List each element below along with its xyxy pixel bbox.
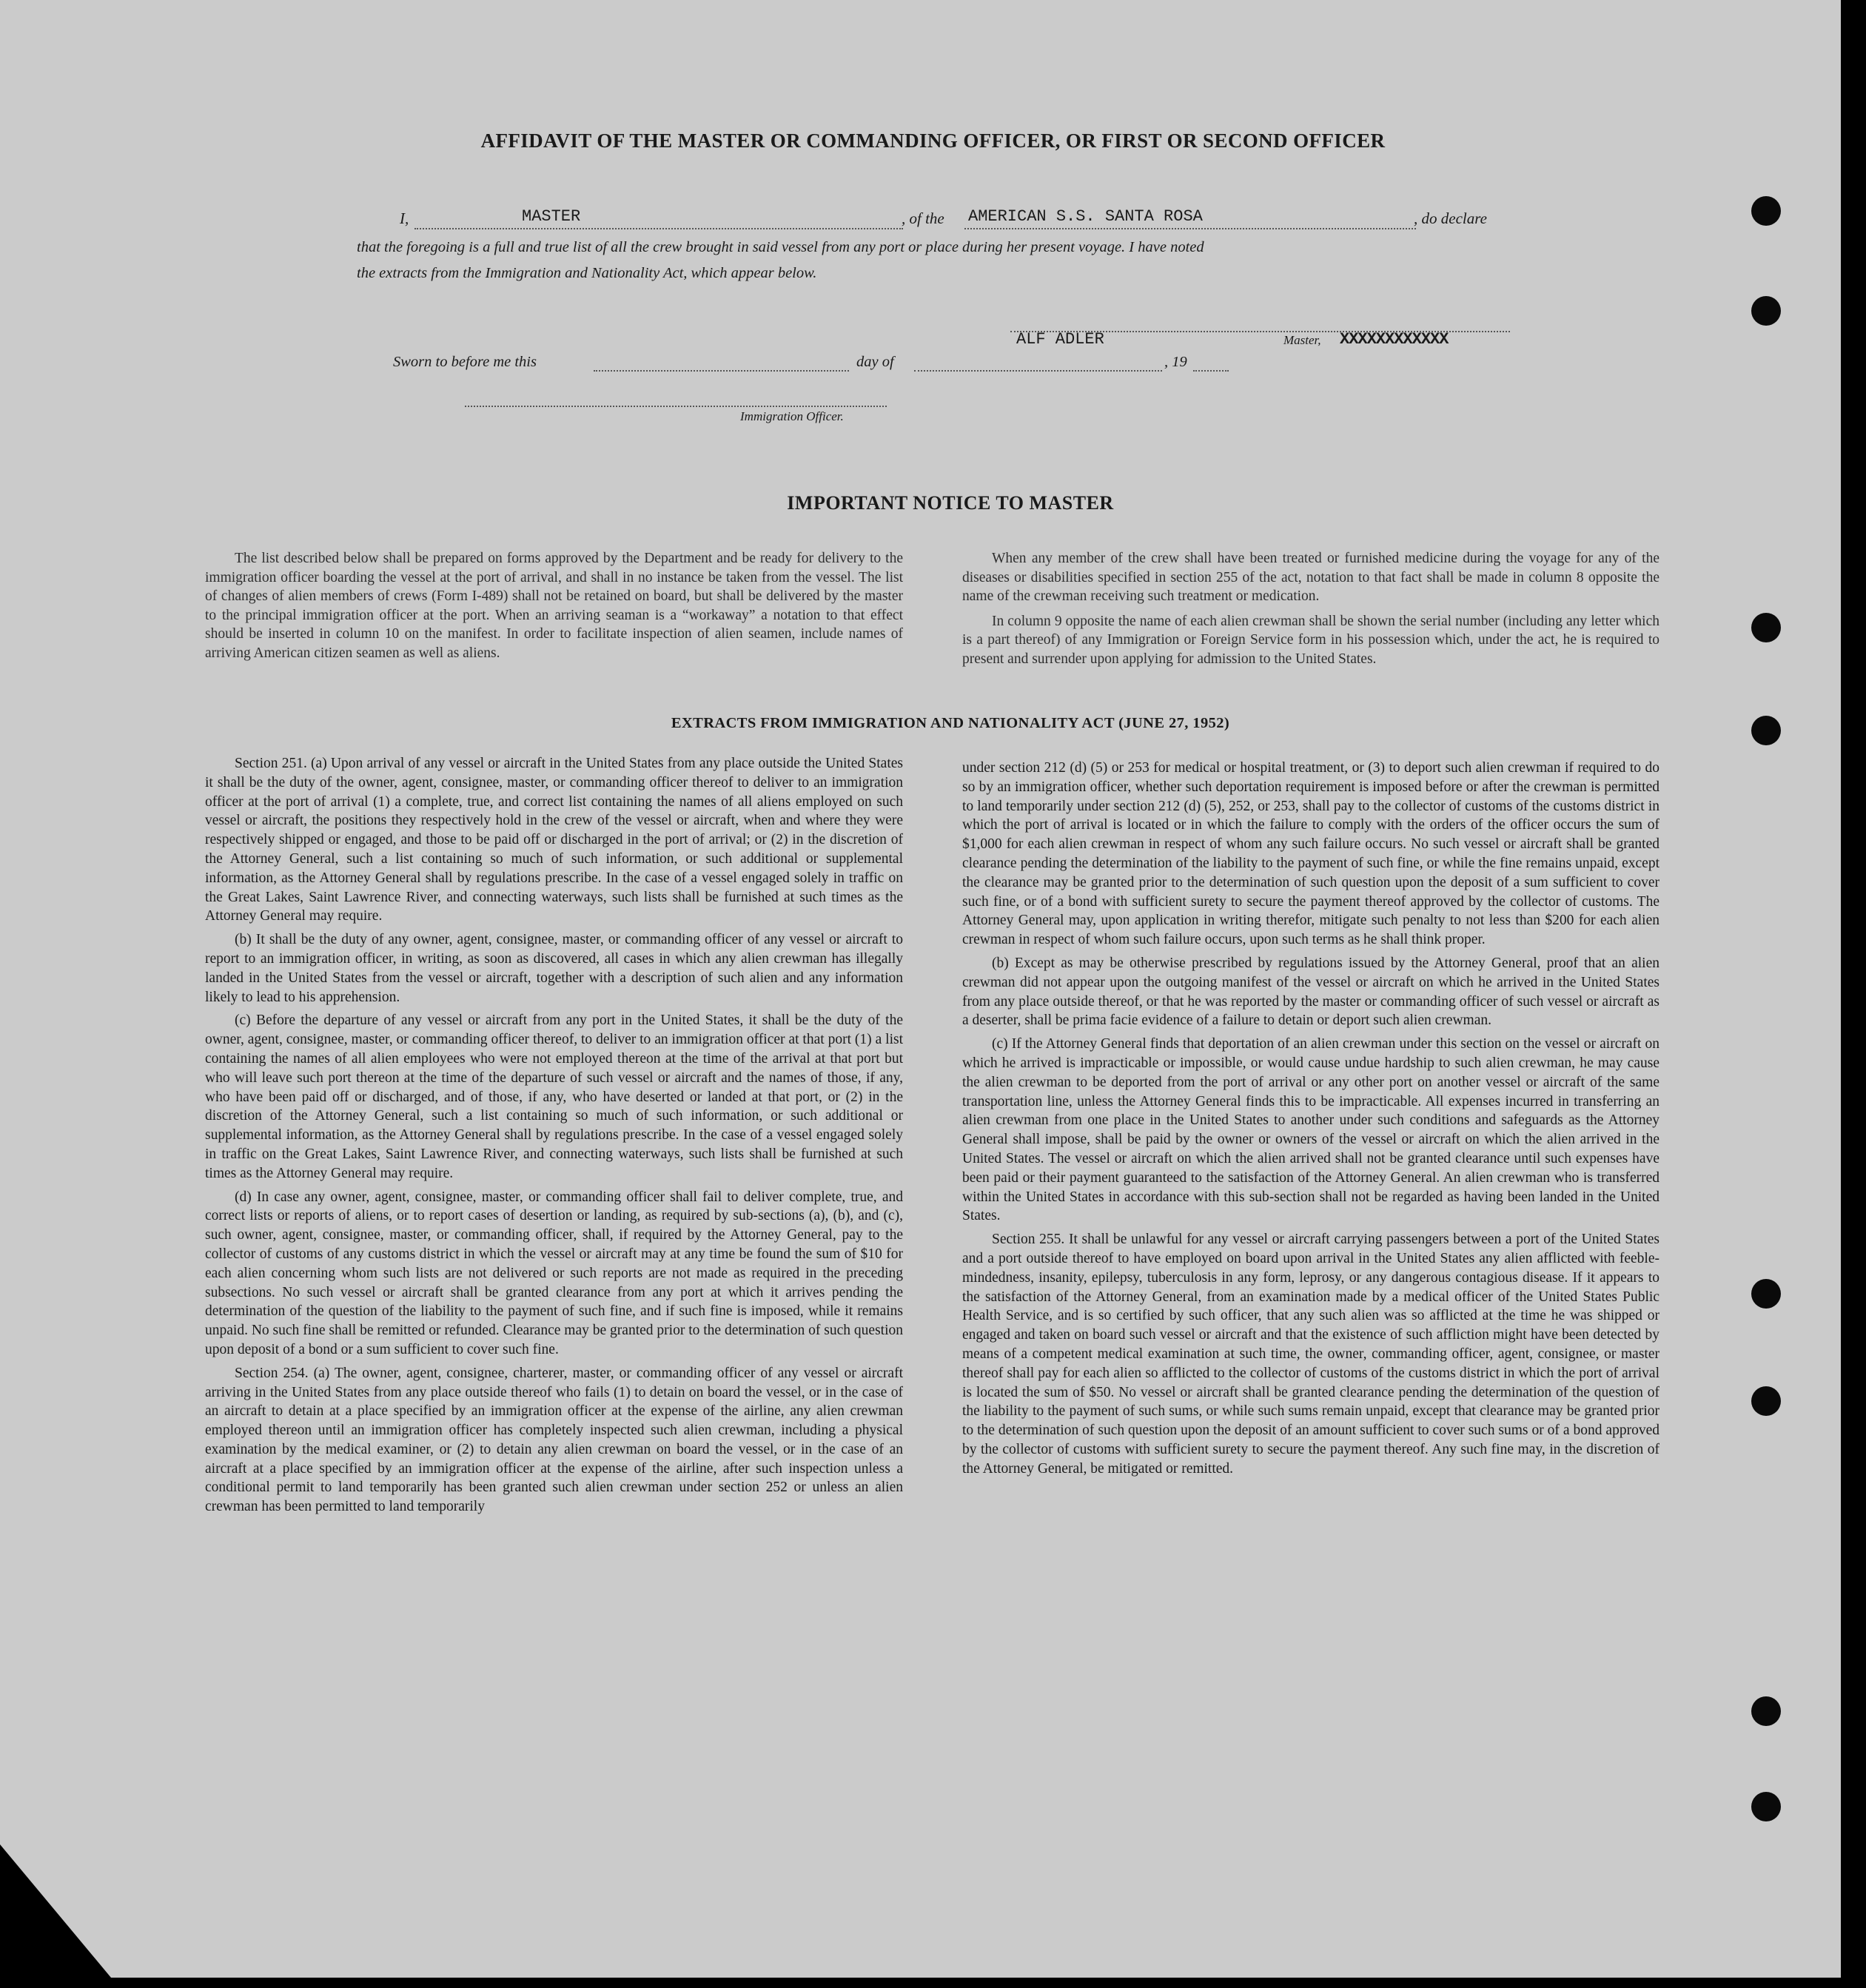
punch-hole	[1751, 196, 1781, 226]
notice-right-paragraph-1: When any member of the crew shall have been treated or furnished medicine during the voyage for any of the diseases or disabilities specified in section 255 of the act, notation to that fact shall be made in column 8 opposite the name of the crewman receiving such treatment or medication.	[962, 551, 1659, 604]
of-the-label: , of the	[902, 209, 944, 227]
vessel-name-line	[964, 228, 1416, 229]
punch-hole	[1751, 1696, 1781, 1726]
i-label: I,	[400, 209, 409, 227]
notice-left-paragraph: The list described below shall be prepared on forms approved by the Department and be ready for delivery to the immigration officer boarding the vessel at the port of arrival, and shall in no instance be taken from the vessel. The list of changes of alien members of crews (Form I-489) shall not be retained on board, but shall be delivered by the master to the principal immigration officer at the port. When an arriving seaman is a “workaway” a notation to that effect should be inserted in column 10 on the manifest. In order to facilitate inspection of alien seamen, include names of arriving American citizen seamen as well as aliens.	[205, 551, 903, 661]
section-254-c: (c) If the Attorney General finds that deportation of an alien crewman under this section on the vessel or aircraft on which he arrived is impracticable or impossible, or would cause undue hardship to such alien crewman, he may cause the alien crewman to be deported from the port of arrival or any other port on another vessel or aircraft of the same transportation line, unless the Attorney General finds this to be impracticable. All expenses incurred in transferring an alien crewman from one place in the United States to another under such conditions and safeguards as the Attorney General shall impose, shall be paid by the owner or owners of the vessel or aircraft on which the alien arrived in the United States. The vessel or aircraft on which the alien arrived shall not be granted clearance until such expenses have been paid or their payment guaranteed to the satisfaction of the Attorney General. An alien crewman who is transferred within the United States in accordance with this sub-section shall not be regarded as having been landed in the United States.	[962, 1036, 1659, 1224]
day-of-label: day of	[856, 354, 894, 370]
affidavit-statement-line2: the extracts from the Immigration and Nationality Act, which appear below.	[357, 265, 817, 281]
sworn-day-line	[594, 370, 849, 372]
officer-name-line	[415, 228, 903, 229]
punch-hole	[1751, 296, 1781, 326]
sworn-year-line	[1193, 370, 1229, 372]
vessel-name-field[interactable]: AMERICAN S.S. SANTA ROSA	[968, 207, 1203, 226]
notice-right-column	[962, 549, 1659, 668]
punch-hole	[1751, 1792, 1781, 1821]
officer-name-field[interactable]: MASTER	[522, 207, 581, 226]
immigration-officer-line	[465, 406, 887, 407]
year-label: , 19	[1164, 354, 1187, 370]
section-251-a: Section 251. (a) Upon arrival of any vessel or aircraft in the United States from any place outside the United States it shall be the duty of the owner, agent, consignee, master, or commanding officer thereof to deliver to an immigration officer at the port of arrival (1) a complete, true, and correct list containing the names of all aliens employed on such vessel or aircraft, the positions they respectively hold in the crew of the vessel or aircraft, when and where they were respectively shipped or engaged, and those to be paid off or discharged in the port of arrival; or (2) in the discretion of the Attorney General, such a list containing so much of such information, or such additional or supplemental information, as the Attorney General shall by regulations prescribe. In the case of a vessel engaged solely in traffic on the Great Lakes, Saint Lawrence River, and connecting waterways, such lists shall be furnished at such times as the Attorney General may require.	[205, 756, 903, 924]
sworn-label: Sworn to before me this	[393, 354, 537, 370]
signature-name-field[interactable]: ALF ADLER	[1016, 330, 1104, 349]
punch-hole	[1751, 1386, 1781, 1416]
punch-hole	[1751, 1279, 1781, 1309]
section-254-a-continued: under section 212 (d) (5) or 253 for medical or hospital treatment, or (3) to deport such alien crewman if required to do so by an immigration officer, whether such deportation requirement is imposed before or after the crewman is permitted to land temporarily under section 212 (d) (5), 252, or 253, shall pay to the collector of customs of the customs district in which the port of arrival is located or in which the failure to comply with the orders of the officer occurs the sum of $1,000 for each alien crewman in respect of whom any such failure occurs. No such vessel or aircraft shall be granted clearance pending the determination of the liability to the payment of such fine, or while the fine remains unpaid, except the clearance may be granted prior to the determination of such question upon the deposit of a sum sufficient to cover such fine, or of a bond with sufficient surety to secure the payment thereof approved by the collector of customs. The Attorney General may, upon application in writing therefor, mitigate such penalty to not less than $200 for each alien crewman in respect of whom such failure occurs, upon such terms as he shall think proper.	[962, 760, 1659, 948]
signature-strikeout: XXXXXXXXXXXX	[1340, 330, 1449, 349]
sworn-month-line	[914, 370, 1162, 372]
section-255: Section 255. It shall be unlawful for any vessel or aircraft carrying passengers between a port of the United States and a port outside thereof to have employed on board upon arrival in the United States any alien afflicted with feeble-mindedness, insanity, epilepsy, tuberculosis in any form, leprosy, or any dangerous contagious disease. If it appears to the satisfaction of the Attorney General, from an examination made by a medical officer of the United States Public Health Service, and is so certified by such officer, that any such alien was so afflicted at the time he was shipped or engaged and taken on board such vessel or aircraft and that the existence of such affliction might have been detected by means of a competent medical examination at such time, the owner, commanding officer, agent, consignee, or master thereof shall pay for each alien so afflicted to the collector of customs of the customs district in which the port of arrival is located the sum of $50. No vessel or aircraft shall be granted clearance pending the determination of the question of the liability to the payment of such sums, or while such sums remain unpaid, except that clearance may be granted prior to the determination of such question upon the deposit of an amount sufficient to cover such sums or of a bond approved by the collector of customs with sufficient surety to secure the payment thereof. Any such fine may, in the discretion of the Attorney General, be mitigated or remitted.	[962, 1232, 1659, 1477]
section-251-b: (b) It shall be the duty of any owner, agent, consignee, master, or commanding officer of any vessel or aircraft to report to an immigration officer, in writing, as soon as discovered, all cases in which any alien crewman has illegally landed in the United States from the vessel or aircraft, together with a description of such alien and any information likely to lead to his apprehension.	[205, 932, 903, 1005]
extracts-left-column	[205, 754, 903, 1517]
extracts-right-column	[962, 759, 1659, 1478]
section-254-a: Section 254. (a) The owner, agent, consignee, charterer, master, or commanding officer of any vessel or aircraft arriving in the United States from any place outside thereof who fails (1) to detain on board the vessel, or in the case of an aircraft to detain at a place specified by an immigration officer at the expense of the airline, any alien crewman employed thereon until an immigration officer has completely inspected such alien crewman, including a physical examination by the medical examiner, or (2) to detain any alien crewman on board the vessel, or in the case of an aircraft at a place specified by an immigration officer at the expense of the airline, after such inspection unless a conditional permit to land temporarily has been granted such alien crewman under section 252 or unless an alien crewman has been permitted to land temporarily	[205, 1365, 903, 1515]
immigration-officer-label: Immigration Officer.	[740, 409, 844, 423]
section-251-d: (d) In case any owner, agent, consignee, master, or commanding officer shall fail to deliver complete, true, and correct lists or reports of aliens, or to report cases of desertion or landing, as required by sub-sections (a), (b), and (c), such owner, agent, consignee, master, or commanding officer, shall, if required by the Attorney General, pay to the collector of customs of any customs district in which the vessel or aircraft may at any time be found the sum of $10 for each alien concerning whom such lists are not delivered or such reports are not made as required in the preceding subsections. No such vessel or aircraft shall be granted clearance from any port at which it arrives pending the determination of the question of the liability to the payment of such fine, and if such fine is imposed, while it remains unpaid. No such fine shall be remitted or refunded. Clearance may be granted prior to the determination of such question upon deposit of a bond or a sum sufficient to cover such fine.	[205, 1189, 903, 1357]
punch-hole	[1751, 613, 1781, 642]
affidavit-statement-line1: that the foregoing is a full and true list of all the crew brought in said vessel from any port or place during her present voyage. I have noted	[357, 239, 1204, 255]
notice-left-column	[205, 549, 903, 662]
extracts-title: EXTRACTS FROM IMMIGRATION AND NATIONALITY ACT (JUNE 27, 1952)	[671, 715, 1230, 731]
folded-corner	[0, 1844, 111, 1978]
notice-right-paragraph-2: In column 9 opposite the name of each alien crewman shall be shown the serial number (including any letter which is a part thereof) of any Immigration or Foreign Service form in his possession which, under the act, he is required to present and surrender upon applying for admission to the United States.	[962, 613, 1659, 667]
do-declare-label: , do declare	[1414, 209, 1487, 227]
notice-title: IMPORTANT NOTICE TO MASTER	[787, 492, 1114, 514]
section-251-c: (c) Before the departure of any vessel or aircraft from any port in the United States, it shall be the duty of the owner, agent, consignee, master, or commanding officer thereof, to deliver to an immigration officer at that port (1) a list containing the names of all alien employees who were not employed thereon at the time of the arrival at that port but who will leave such port thereon at the time of the departure of such vessel or aircraft and the names of those, if any, who have been paid off or discharged, and of those, if any, who have deserted or landed at that port, or (2) in the discretion of the Attorney General, such a list containing so much of such information, or such additional or supplemental information, as the Attorney General shall by regulations prescribe. In the case of a vessel engaged solely in traffic on the Great Lakes, Saint Lawrence River, and connecting waterways, such lists shall be furnished at such times as the Attorney General may require.	[205, 1013, 903, 1181]
signature-role-label: Master,	[1283, 333, 1321, 347]
section-254-b: (b) Except as may be otherwise prescribed by regulations issued by the Attorney General, proof that an alien crewman did not appear upon the outgoing manifest of the vessel or aircraft on which he arrived in the United States from any place outside thereof, or that he was reported by the master or commanding officer of such vessel or aircraft as a deserter, shall be prima facie evidence of a failure to detain or deport such alien crewman.	[962, 955, 1659, 1029]
affidavit-title: AFFIDAVIT OF THE MASTER OR COMMANDING OFFICER, OR FIRST OR SECOND OFFICER	[480, 130, 1386, 152]
